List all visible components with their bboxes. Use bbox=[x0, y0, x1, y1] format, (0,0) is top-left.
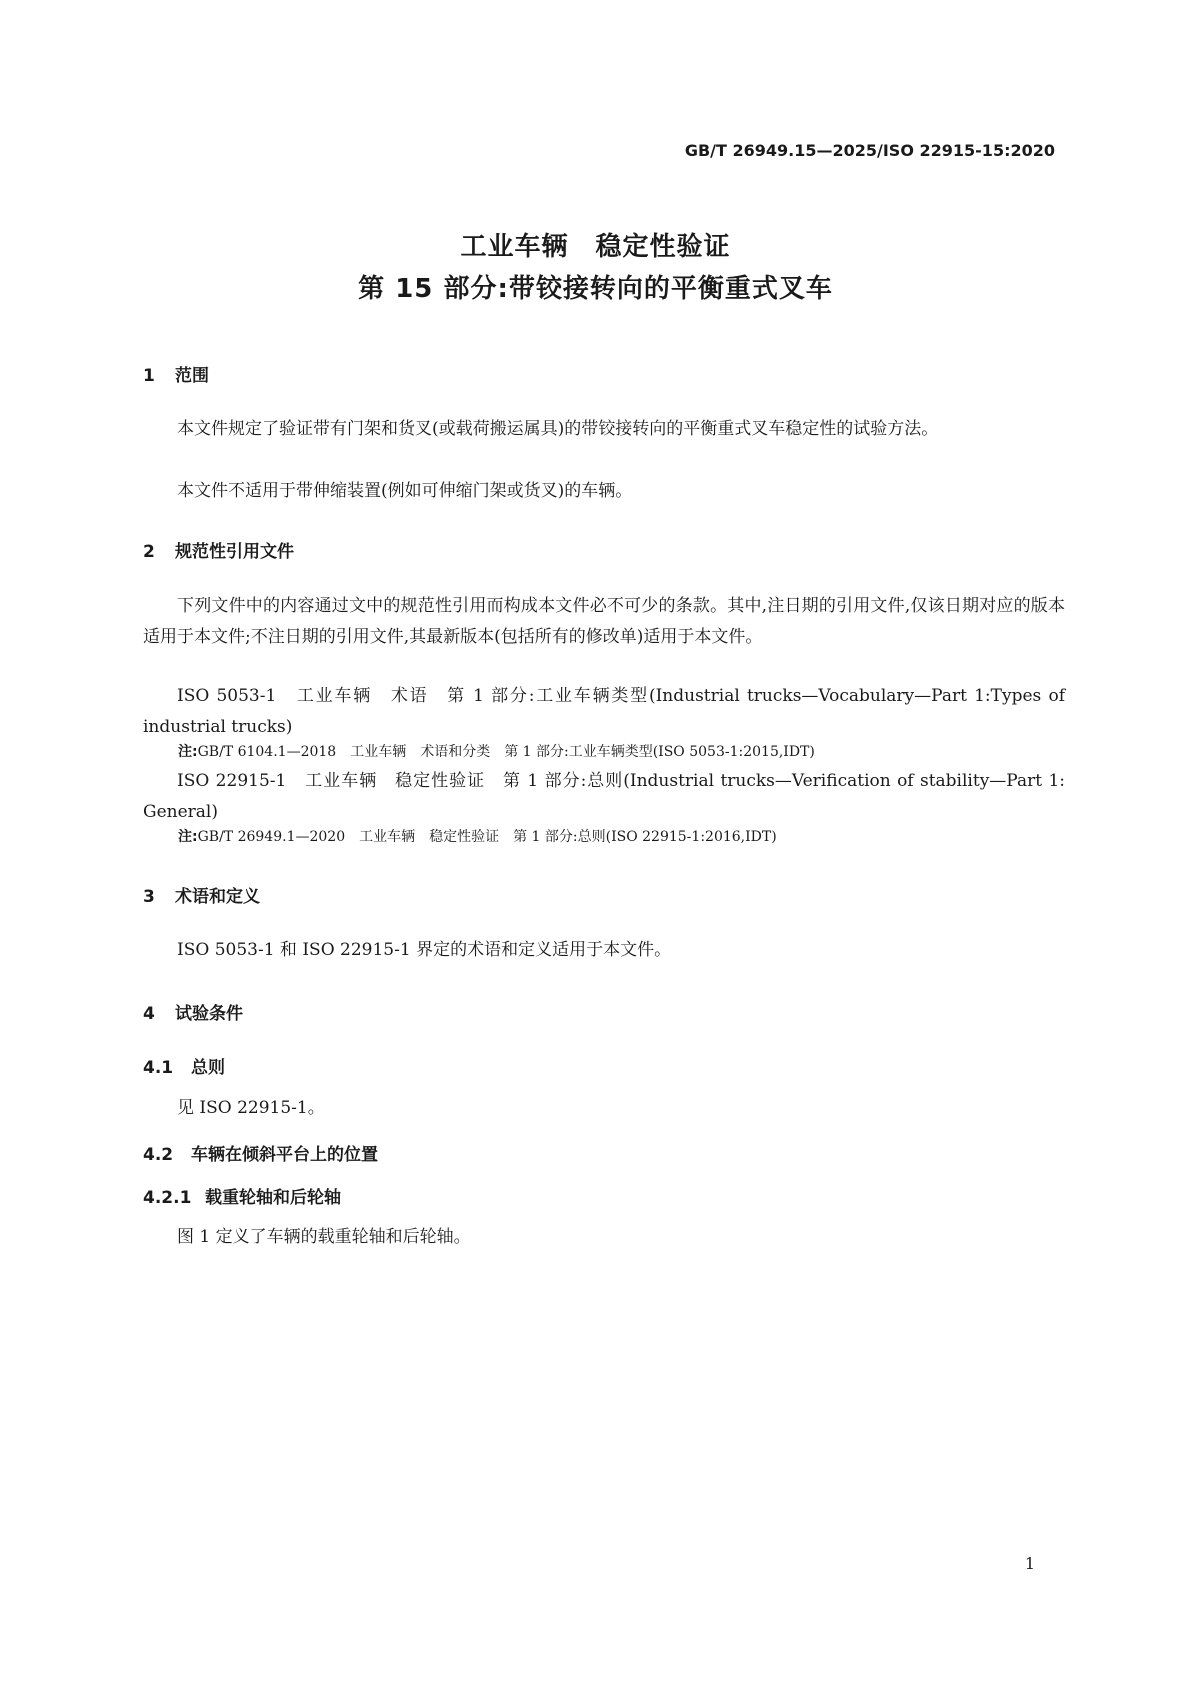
reference-iso-5053-1: ISO 5053-1 工业车辆 术语 第 1 部分:工业车辆类型(Industrial trucks—Vocabulary—Part 1:Types of industrial trucks) bbox=[143, 686, 1065, 737]
terms-paragraph: ISO 5053-1 和 ISO 22915-1 界定的术语和定义适用于本文件。 bbox=[177, 940, 672, 960]
section-heading-4 bbox=[143, 999, 243, 1024]
section-title: 范围 bbox=[175, 366, 209, 386]
note-label: 注: bbox=[178, 744, 198, 760]
section-title: 车辆在倾斜平台上的位置 bbox=[191, 1145, 378, 1165]
section-number: 4.2.1 bbox=[143, 1188, 192, 1208]
section-heading-1 bbox=[143, 361, 209, 386]
section-number: 2 bbox=[143, 542, 155, 562]
section-number: 4.2 bbox=[143, 1145, 174, 1165]
scope-paragraph-2: 本文件不适用于带伸缩装置(例如可伸缩门架或货叉)的车辆。 bbox=[177, 481, 633, 501]
document-title-line1: 工业车辆 稳定性验证 bbox=[460, 232, 731, 262]
normative-references-paragraph: 下列文件中的内容通过文中的规范性引用而构成本文件必不可少的条款。其中,注日期的引用文件,仅该日期对应的版本适用于本文件;不注日期的引用文件,其最新版本(包括所有的修改单)适用于本文件。 bbox=[143, 596, 1065, 647]
page-number: 1 bbox=[1024, 1554, 1035, 1573]
section-number: 4 bbox=[143, 1004, 155, 1024]
section-number: 4.1 bbox=[143, 1058, 174, 1078]
standard-code: GB/T 26949.15—2025/ISO 22915-15:2020 bbox=[684, 141, 1055, 160]
note-1 bbox=[178, 741, 815, 761]
general-paragraph: 见 ISO 22915-1。 bbox=[177, 1098, 325, 1118]
note-text: GB/T 26949.1—2020 工业车辆 稳定性验证 第 1 部分:总则(ISO 22915-1:2016,IDT) bbox=[197, 829, 777, 845]
section-title: 术语和定义 bbox=[175, 887, 260, 907]
section-heading-4-2 bbox=[143, 1140, 378, 1165]
section-heading-3 bbox=[143, 882, 260, 907]
note-label: 注: bbox=[178, 829, 198, 845]
document-title-line2: 第 15 部分:带铰接转向的平衡重式叉车 bbox=[358, 274, 833, 304]
section-heading-2 bbox=[143, 537, 294, 562]
section-title: 规范性引用文件 bbox=[175, 542, 294, 562]
section-title: 载重轮轴和后轮轴 bbox=[205, 1188, 341, 1208]
section-heading-4-2-1 bbox=[143, 1183, 341, 1208]
section-number: 3 bbox=[143, 887, 155, 907]
note-text: GB/T 6104.1—2018 工业车辆 术语和分类 第 1 部分:工业车辆类型(ISO 5053-1:2015,IDT) bbox=[197, 744, 815, 760]
section-number: 1 bbox=[143, 366, 155, 386]
scope-paragraph-1: 本文件规定了验证带有门架和货叉(或载荷搬运属具)的带铰接转向的平衡重式叉车稳定性的试验方法。 bbox=[177, 419, 939, 439]
section-heading-4-1 bbox=[143, 1053, 225, 1078]
reference-iso-22915-1: ISO 22915-1 工业车辆 稳定性验证 第 1 部分:总则(Industrial trucks—Verification of stability—Part 1: General) bbox=[143, 771, 1065, 822]
axle-paragraph: 图 1 定义了车辆的载重轮轴和后轮轴。 bbox=[177, 1227, 471, 1247]
section-title: 试验条件 bbox=[175, 1004, 243, 1024]
section-title: 总则 bbox=[191, 1058, 225, 1078]
note-2 bbox=[178, 826, 777, 846]
